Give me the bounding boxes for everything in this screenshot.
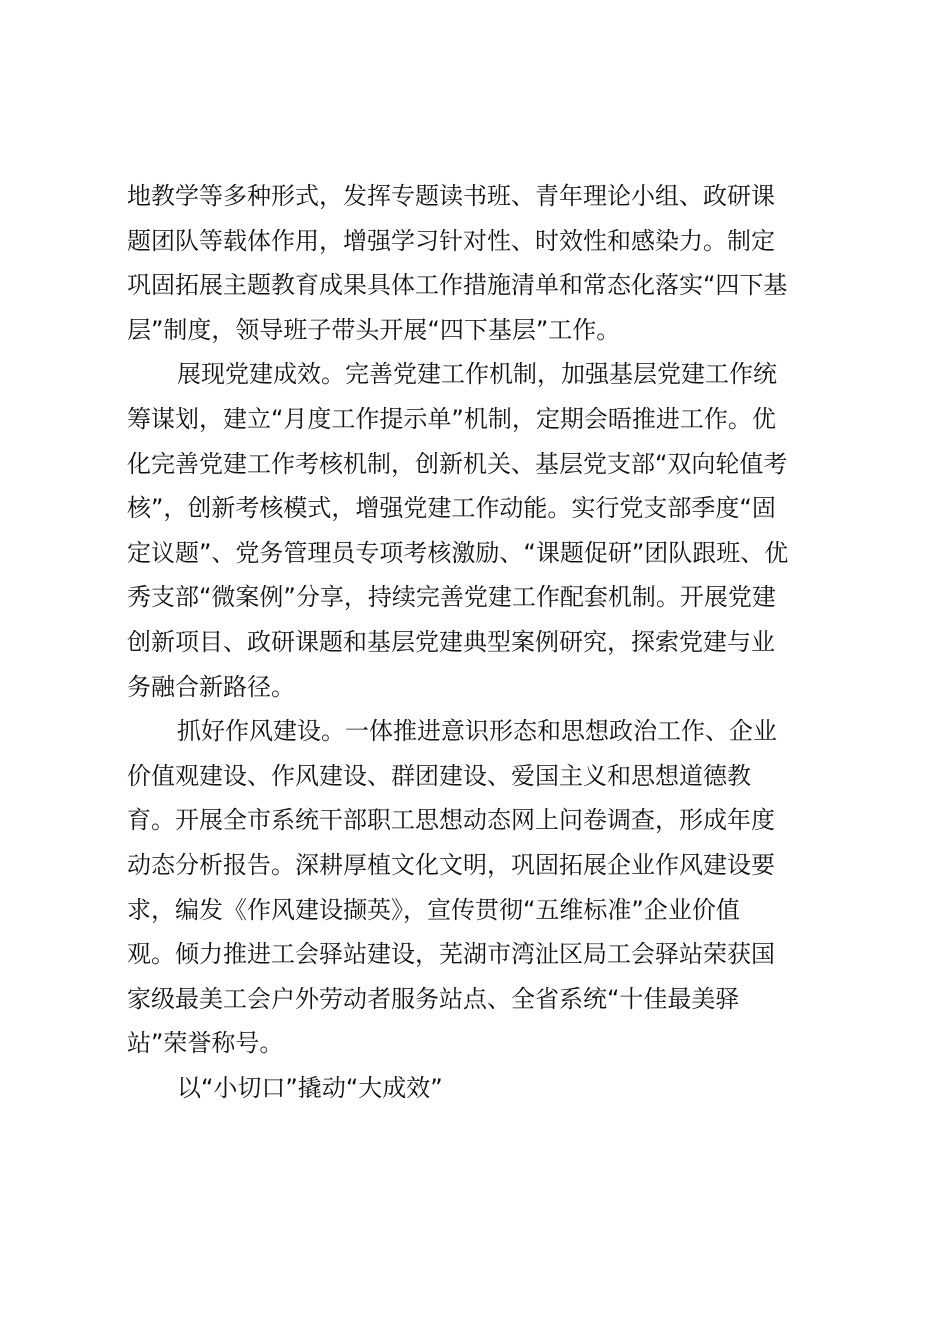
text-line: 定议题”、党务管理员专项考核激励、“课题促研”团队跟班、优 (127, 538, 789, 567)
text-line: 地教学等多种形式，发挥专题读书班、青年理论小组、政研课 (127, 182, 775, 210)
paragraph-heading-line: 展现党建成效。完善党建工作机制，加强基层党建工作统 (177, 360, 777, 389)
text-line: 动态分析报告。深耕厚植文化文明，巩固拓展企业作风建设要 (127, 850, 775, 879)
document-body (127, 174, 847, 1110)
text-line: 筹谋划，建立“月度工作提示单”机制，定期会晤推进工作。优 (127, 404, 776, 433)
text-line: 巩固拓展主题教育成果具体工作措施清单和常态化落实“四下基 (127, 271, 788, 300)
text-line: 题团队等载体作用，增强学习针对性、时效性和感染力。制定 (127, 226, 775, 255)
text-line: 创新项目、政研课题和基层党建典型案例研究，探索党建与业 (127, 627, 775, 656)
text-line: 站”荣誉称号。 (127, 1029, 284, 1058)
text-line: 核”，创新考核模式，增强党建工作动能。实行党支部季度“固 (127, 494, 776, 523)
text-line: 价值观建设、作风建设、群团建设、爱国主义和思想道德教 (127, 761, 751, 790)
text-line: 育。开展全市系统干部职工思想动态网上问卷调查，形成年度 (127, 806, 775, 835)
text-line: 务融合新路径。 (127, 672, 295, 701)
text-line: 层”制度，领导班子带头开展“四下基层”工作。 (127, 315, 621, 344)
text-line: 秀支部“微案例”分享，持续完善党建工作配套机制。开展党建 (127, 583, 776, 612)
text-line: 观。倾力推进工会驿站建设，芜湖市湾沚区局工会驿站荣获国 (127, 940, 775, 969)
text-line: 化完善党建工作考核机制，创新机关、基层党支部“双向轮值考 (127, 449, 788, 478)
section-heading-line: 以“小切口”撬动“大成效” (177, 1073, 443, 1102)
text-line: 家级最美工会户外劳动者服务站点、全省系统“十佳最美驿 (127, 984, 740, 1013)
text-line: 求，编发《作风建设撷英》，宣传贯彻“五维标准”企业价值 (127, 895, 740, 924)
paragraph-heading-line: 抓好作风建设。一体推进意识形态和思想政治工作、企业 (177, 717, 777, 746)
